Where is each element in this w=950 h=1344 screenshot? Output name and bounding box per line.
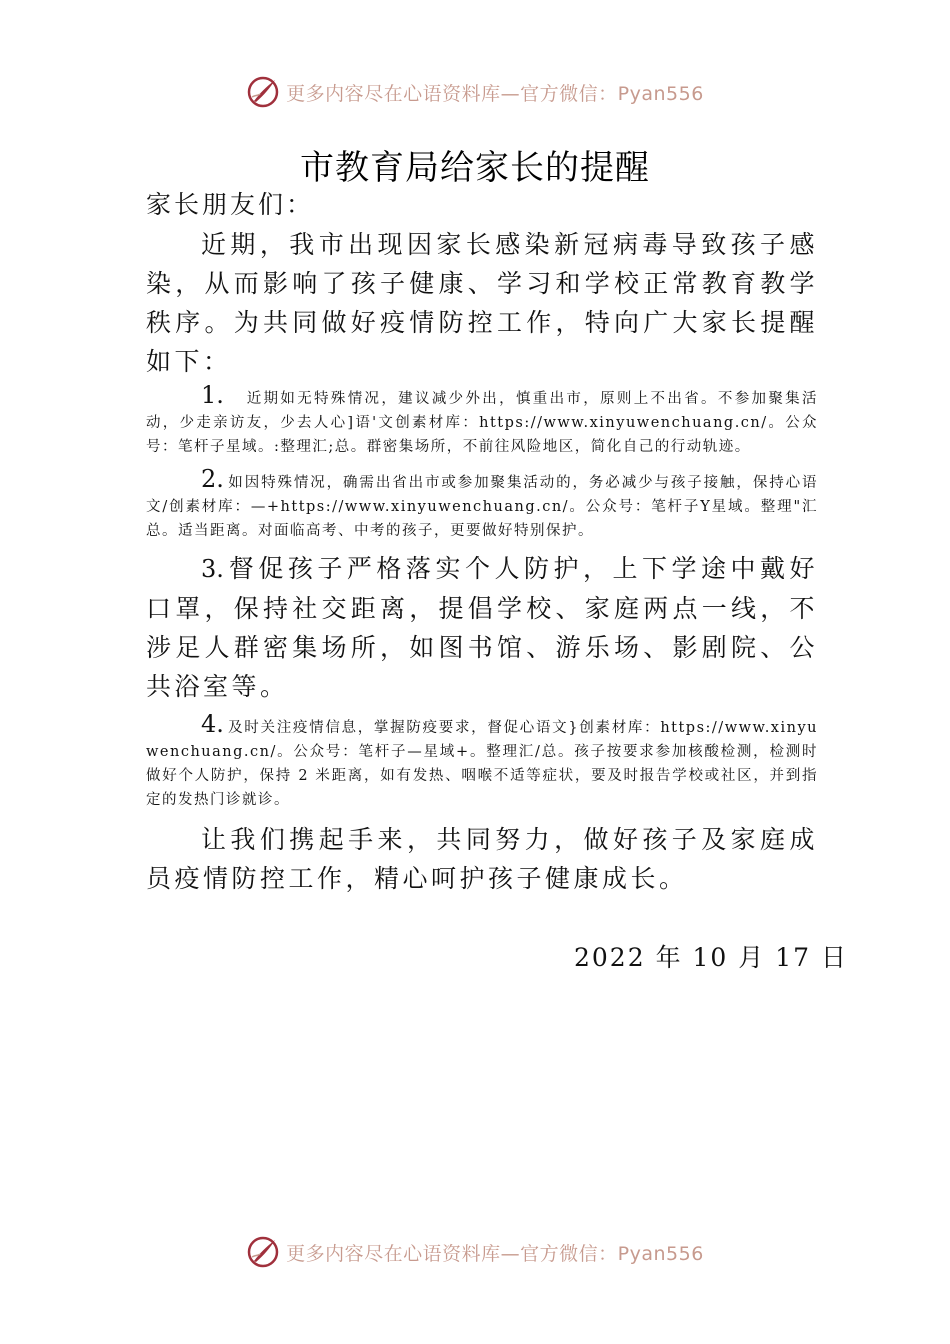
item-number: 2.	[201, 465, 224, 493]
intro-paragraph: 近期，我市出现因家长感染新冠病毒导致孩子感染，从而影响了孩子健康、学习和学校正常教育教学秩序。为共同做好疫情防控工作，特向广大家长提醒如下：	[146, 230, 818, 376]
document-date: 2022 年 10 月 17 日	[574, 943, 848, 972]
item-number: 1.	[201, 381, 224, 409]
document-body	[146, 185, 818, 898]
closing-paragraph: 让我们携起手来，共同努力，做好孩子及家庭成员疫情防控工作，精心呵护孩子健康成长。	[146, 825, 818, 893]
watermark-footer	[0, 1232, 950, 1272]
item-text: 及时关注疫情信息，掌握防疫要求，督促心语文}创素材库：https://www.xinyuwenchuang.cn/。公众号：笔杆子—星域+。整理汇/总。孩子按要求参加核酸检测，检测时做好个人防护，保持 2 米距离，如有发热、咽喉不适等症状，要及时报告学校或社区，并到指定的发热门诊就诊。	[146, 720, 818, 808]
list-item-4	[146, 712, 818, 812]
list-item-1	[146, 383, 818, 459]
quill-pen-logo-icon	[246, 1235, 280, 1269]
quill-pen-logo-icon	[246, 75, 280, 109]
greeting: 家长朋友们：	[146, 190, 315, 219]
list-item-2	[146, 467, 818, 543]
item-text: 督促孩子严格落实个人防护，上下学途中戴好口罩，保持社交距离，提倡学校、家庭两点一线，不涉足人群密集场所，如图书馆、游乐场、影剧院、公共浴室等。	[146, 554, 818, 701]
item-text: 如因特殊情况，确需出省出市或参加聚集活动的，务必减少与孩子接触，保持心语文/创素材库：—+https://www.xinyuwenchuang.cn/。公众号：笔杆子Y星域。整理"汇总。适当距离。对面临高考、中考的孩子，更要做好特别保护。	[146, 475, 818, 539]
item-number: 3.	[201, 555, 224, 583]
list-item-3	[146, 549, 818, 706]
watermark-text: 更多内容尽在心语资料库—官方微信：Pyan556	[286, 82, 704, 105]
item-number: 4.	[201, 710, 224, 738]
watermark-text: 更多内容尽在心语资料库—官方微信：Pyan556	[286, 1242, 704, 1265]
watermark-header	[0, 72, 950, 112]
document-title: 市教育局给家长的提醒	[300, 148, 650, 188]
item-text: 近期如无特殊情况，建议减少外出，慎重出市，原则上不出省。不参加聚集活动，少走亲访友，少去人心]语'文创素材库：https://www.xinyuwenchuang.cn/。公众号：笔杆子星域。:整理汇;总。群密集场所，不前往风险地区，简化自己的行动轨迹。	[146, 391, 818, 455]
